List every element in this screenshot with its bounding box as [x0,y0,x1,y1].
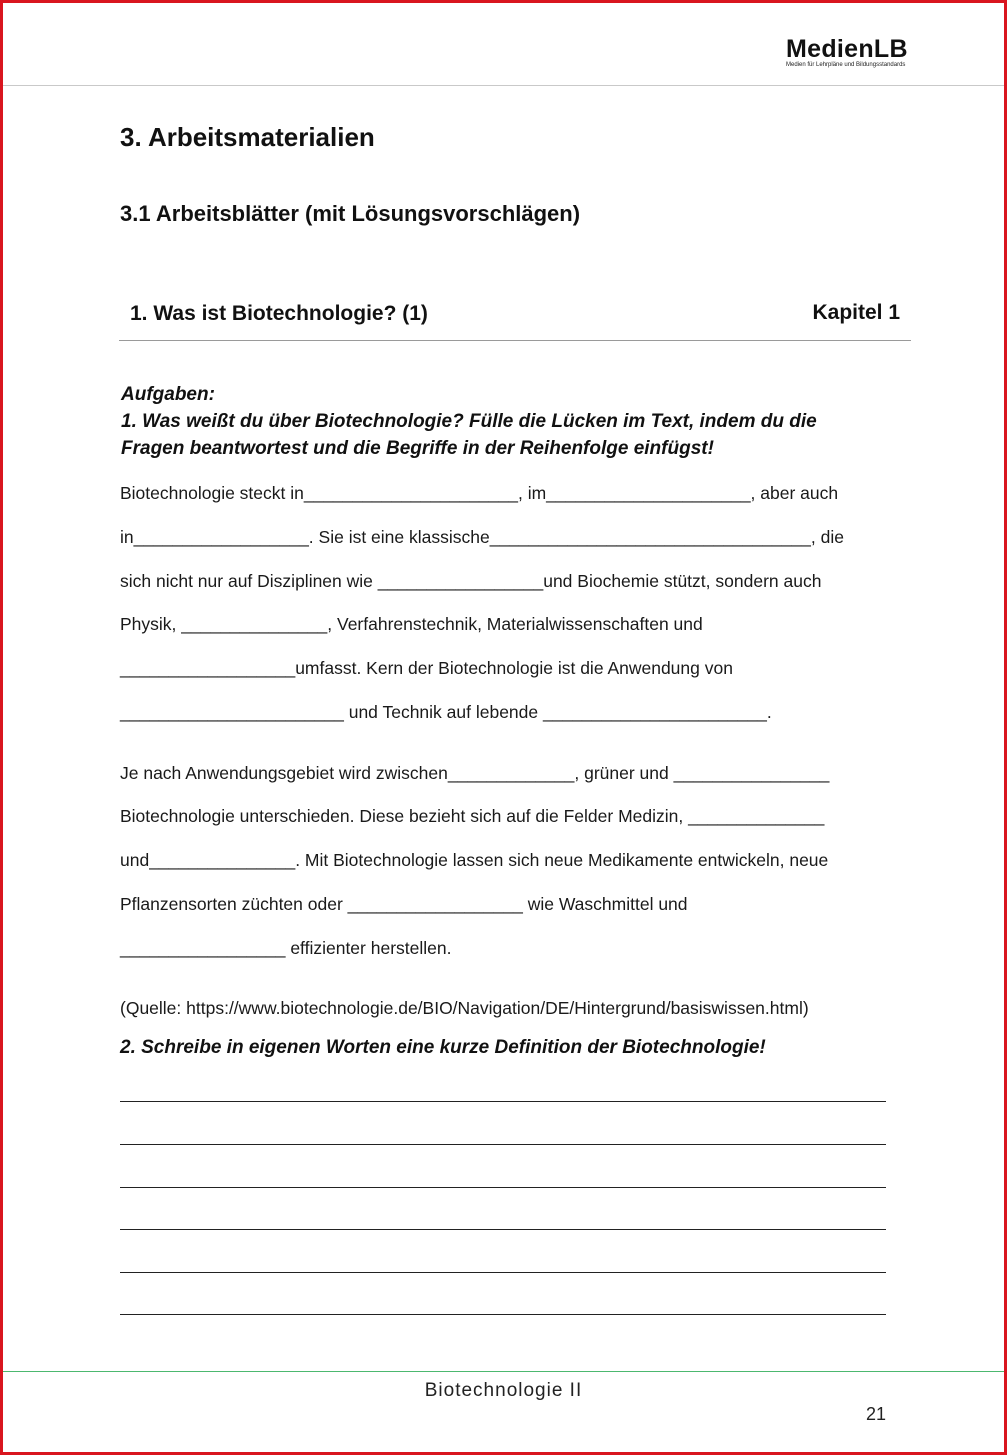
cloze-text-line: Physik, _______________, Verfahrenstechnik, Materialwissenschaften und [120,614,703,634]
footer-title: Biotechnologie II [424,1380,583,1401]
cloze-text-line: in__________________. Sie ist eine klassische_________________________________, die [120,527,844,547]
cloze-text-line: Je nach Anwendungsgebiet wird zwischen_____________, grüner und ________________ [120,763,830,783]
cloze-text-line: sich nicht nur auf Disziplinen wie _________________und Biochemie stützt, sondern auch [120,571,822,591]
header-divider [3,85,1004,86]
task1-instruction-line: Fragen beantwortest und die Begriffe in der Reihenfolge einfügst! [121,438,714,459]
answer-line [120,1187,886,1188]
tasks-heading: Aufgaben: [121,384,215,405]
cloze-text-line: Biotechnologie unterschieden. Diese bezieht sich auf die Felder Medizin, ______________ [120,806,825,826]
page-number: 21 [866,1404,887,1424]
cloze-text-line: Biotechnologie steckt in______________________, im_____________________, aber auch [120,483,839,503]
source-citation: (Quelle: https://www.biotechnologie.de/BIO/Navigation/DE/Hintergrund/basiswissen.html) [120,998,809,1018]
footer-divider [3,1371,1004,1372]
medienlb-logo [786,36,926,69]
cloze-text-line: __________________umfasst. Kern der Biotechnologie ist die Anwendung von [120,658,733,678]
answer-line [120,1314,886,1315]
task1-instruction-line: 1. Was weißt du über Biotechnologie? Fülle die Lücken im Text, indem du die [121,411,817,432]
logo-subtitle: Medien für Lehrpläne und Bildungsstandards [786,62,906,68]
worksheet-divider [119,340,911,341]
section-title: 3.1 Arbeitsblätter (mit Lösungsvorschlägen) [120,201,581,226]
answer-line [120,1229,886,1230]
task2-instruction: 2. Schreibe in eigenen Worten eine kurze Definition der Biotechnologie! [120,1037,766,1058]
chapter-label: Kapitel 1 [812,301,900,324]
cloze-text-line: Pflanzensorten züchten oder __________________ wie Waschmittel und [120,894,688,914]
answer-line [120,1101,886,1102]
cloze-text-line: und_______________. Mit Biotechnologie lassen sich neue Medikamente entwickeln, neue [120,850,829,870]
answer-line [120,1272,886,1273]
cloze-text-line: _________________ effizienter herstellen. [120,938,452,958]
worksheet-title: 1. Was ist Biotechnologie? (1) [130,302,428,325]
logo-title: MedienLB [786,35,908,63]
answer-line [120,1144,886,1145]
cloze-text-line: _______________________ und Technik auf lebende _______________________. [120,702,772,722]
page-title: 3. Arbeitsmaterialien [120,122,375,152]
